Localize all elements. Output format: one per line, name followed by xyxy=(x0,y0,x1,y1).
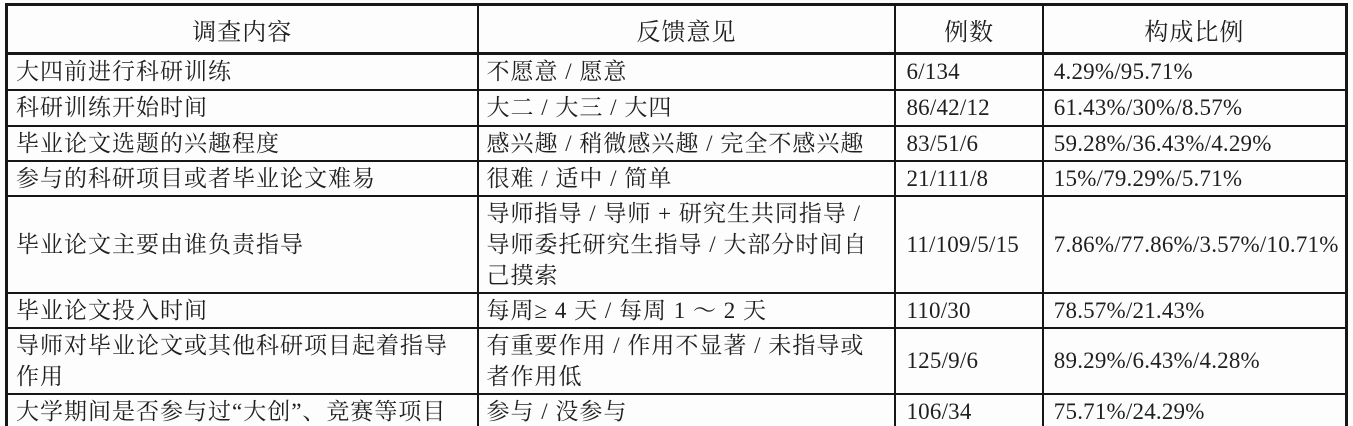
cell-case-count: 83/51/6 xyxy=(895,126,1042,161)
cell-case-count: 6/134 xyxy=(895,54,1042,90)
cell-feedback: 导师指导 / 导师 + 研究生共同指导 / 导师委托研究生指导 / 大部分时间自己摸索 xyxy=(478,196,896,293)
cell-feedback: 感兴趣 / 稍微感兴趣 / 完全不感兴趣 xyxy=(478,126,896,161)
cell-survey-content: 毕业论文投入时间 xyxy=(7,293,478,328)
cell-feedback: 很难 / 适中 / 简单 xyxy=(478,161,896,196)
table-row xyxy=(7,293,1347,328)
cell-feedback: 有重要作用 / 作用不显著 / 未指导或者作用低 xyxy=(478,328,896,394)
column-header-proportion: 构成比例 xyxy=(1043,5,1347,54)
column-header-case-count: 例数 xyxy=(895,5,1042,54)
cell-survey-content: 大四前进行科研训练 xyxy=(7,54,478,90)
cell-proportion: 4.29%/95.71% xyxy=(1043,54,1347,90)
cell-case-count: 11/109/5/15 xyxy=(895,196,1042,293)
table-row xyxy=(7,161,1347,196)
table-row xyxy=(7,54,1347,90)
cell-feedback: 每周≥ 4 天 / 每周 1 ～ 2 天 xyxy=(478,293,896,328)
table-row xyxy=(7,394,1347,426)
table-row xyxy=(7,328,1347,394)
cell-proportion: 75.71%/24.29% xyxy=(1043,394,1347,426)
cell-case-count: 21/111/8 xyxy=(895,161,1042,196)
cell-feedback: 大二 / 大三 / 大四 xyxy=(478,90,896,126)
cell-feedback: 参与 / 没参与 xyxy=(478,394,896,426)
cell-proportion: 89.29%/6.43%/4.28% xyxy=(1043,328,1347,394)
cell-survey-content: 导师对毕业论文或其他科研项目起着指导作用 xyxy=(7,328,478,394)
table-row xyxy=(7,90,1347,126)
cell-case-count: 110/30 xyxy=(895,293,1042,328)
cell-proportion: 15%/79.29%/5.71% xyxy=(1043,161,1347,196)
cell-survey-content: 科研训练开始时间 xyxy=(7,90,478,126)
table-row xyxy=(7,196,1347,293)
cell-feedback: 不愿意 / 愿意 xyxy=(478,54,896,90)
column-header-survey-content: 调查内容 xyxy=(7,5,478,54)
cell-proportion: 7.86%/77.86%/3.57%/10.71% xyxy=(1043,196,1347,293)
survey-results-table xyxy=(5,3,1348,426)
cell-survey-content: 参与的科研项目或者毕业论文难易 xyxy=(7,161,478,196)
cell-survey-content: 毕业论文选题的兴趣程度 xyxy=(7,126,478,161)
column-header-feedback: 反馈意见 xyxy=(478,5,896,54)
cell-survey-content: 大学期间是否参与过“大创”、竞赛等项目 xyxy=(7,394,478,426)
cell-proportion: 59.28%/36.43%/4.29% xyxy=(1043,126,1347,161)
cell-survey-content: 毕业论文主要由谁负责指导 xyxy=(7,196,478,293)
cell-case-count: 86/42/12 xyxy=(895,90,1042,126)
cell-case-count: 106/34 xyxy=(895,394,1042,426)
cell-proportion: 78.57%/21.43% xyxy=(1043,293,1347,328)
table-row xyxy=(7,126,1347,161)
header-row xyxy=(7,5,1347,54)
cell-case-count: 125/9/6 xyxy=(895,328,1042,394)
cell-proportion: 61.43%/30%/8.57% xyxy=(1043,90,1347,126)
